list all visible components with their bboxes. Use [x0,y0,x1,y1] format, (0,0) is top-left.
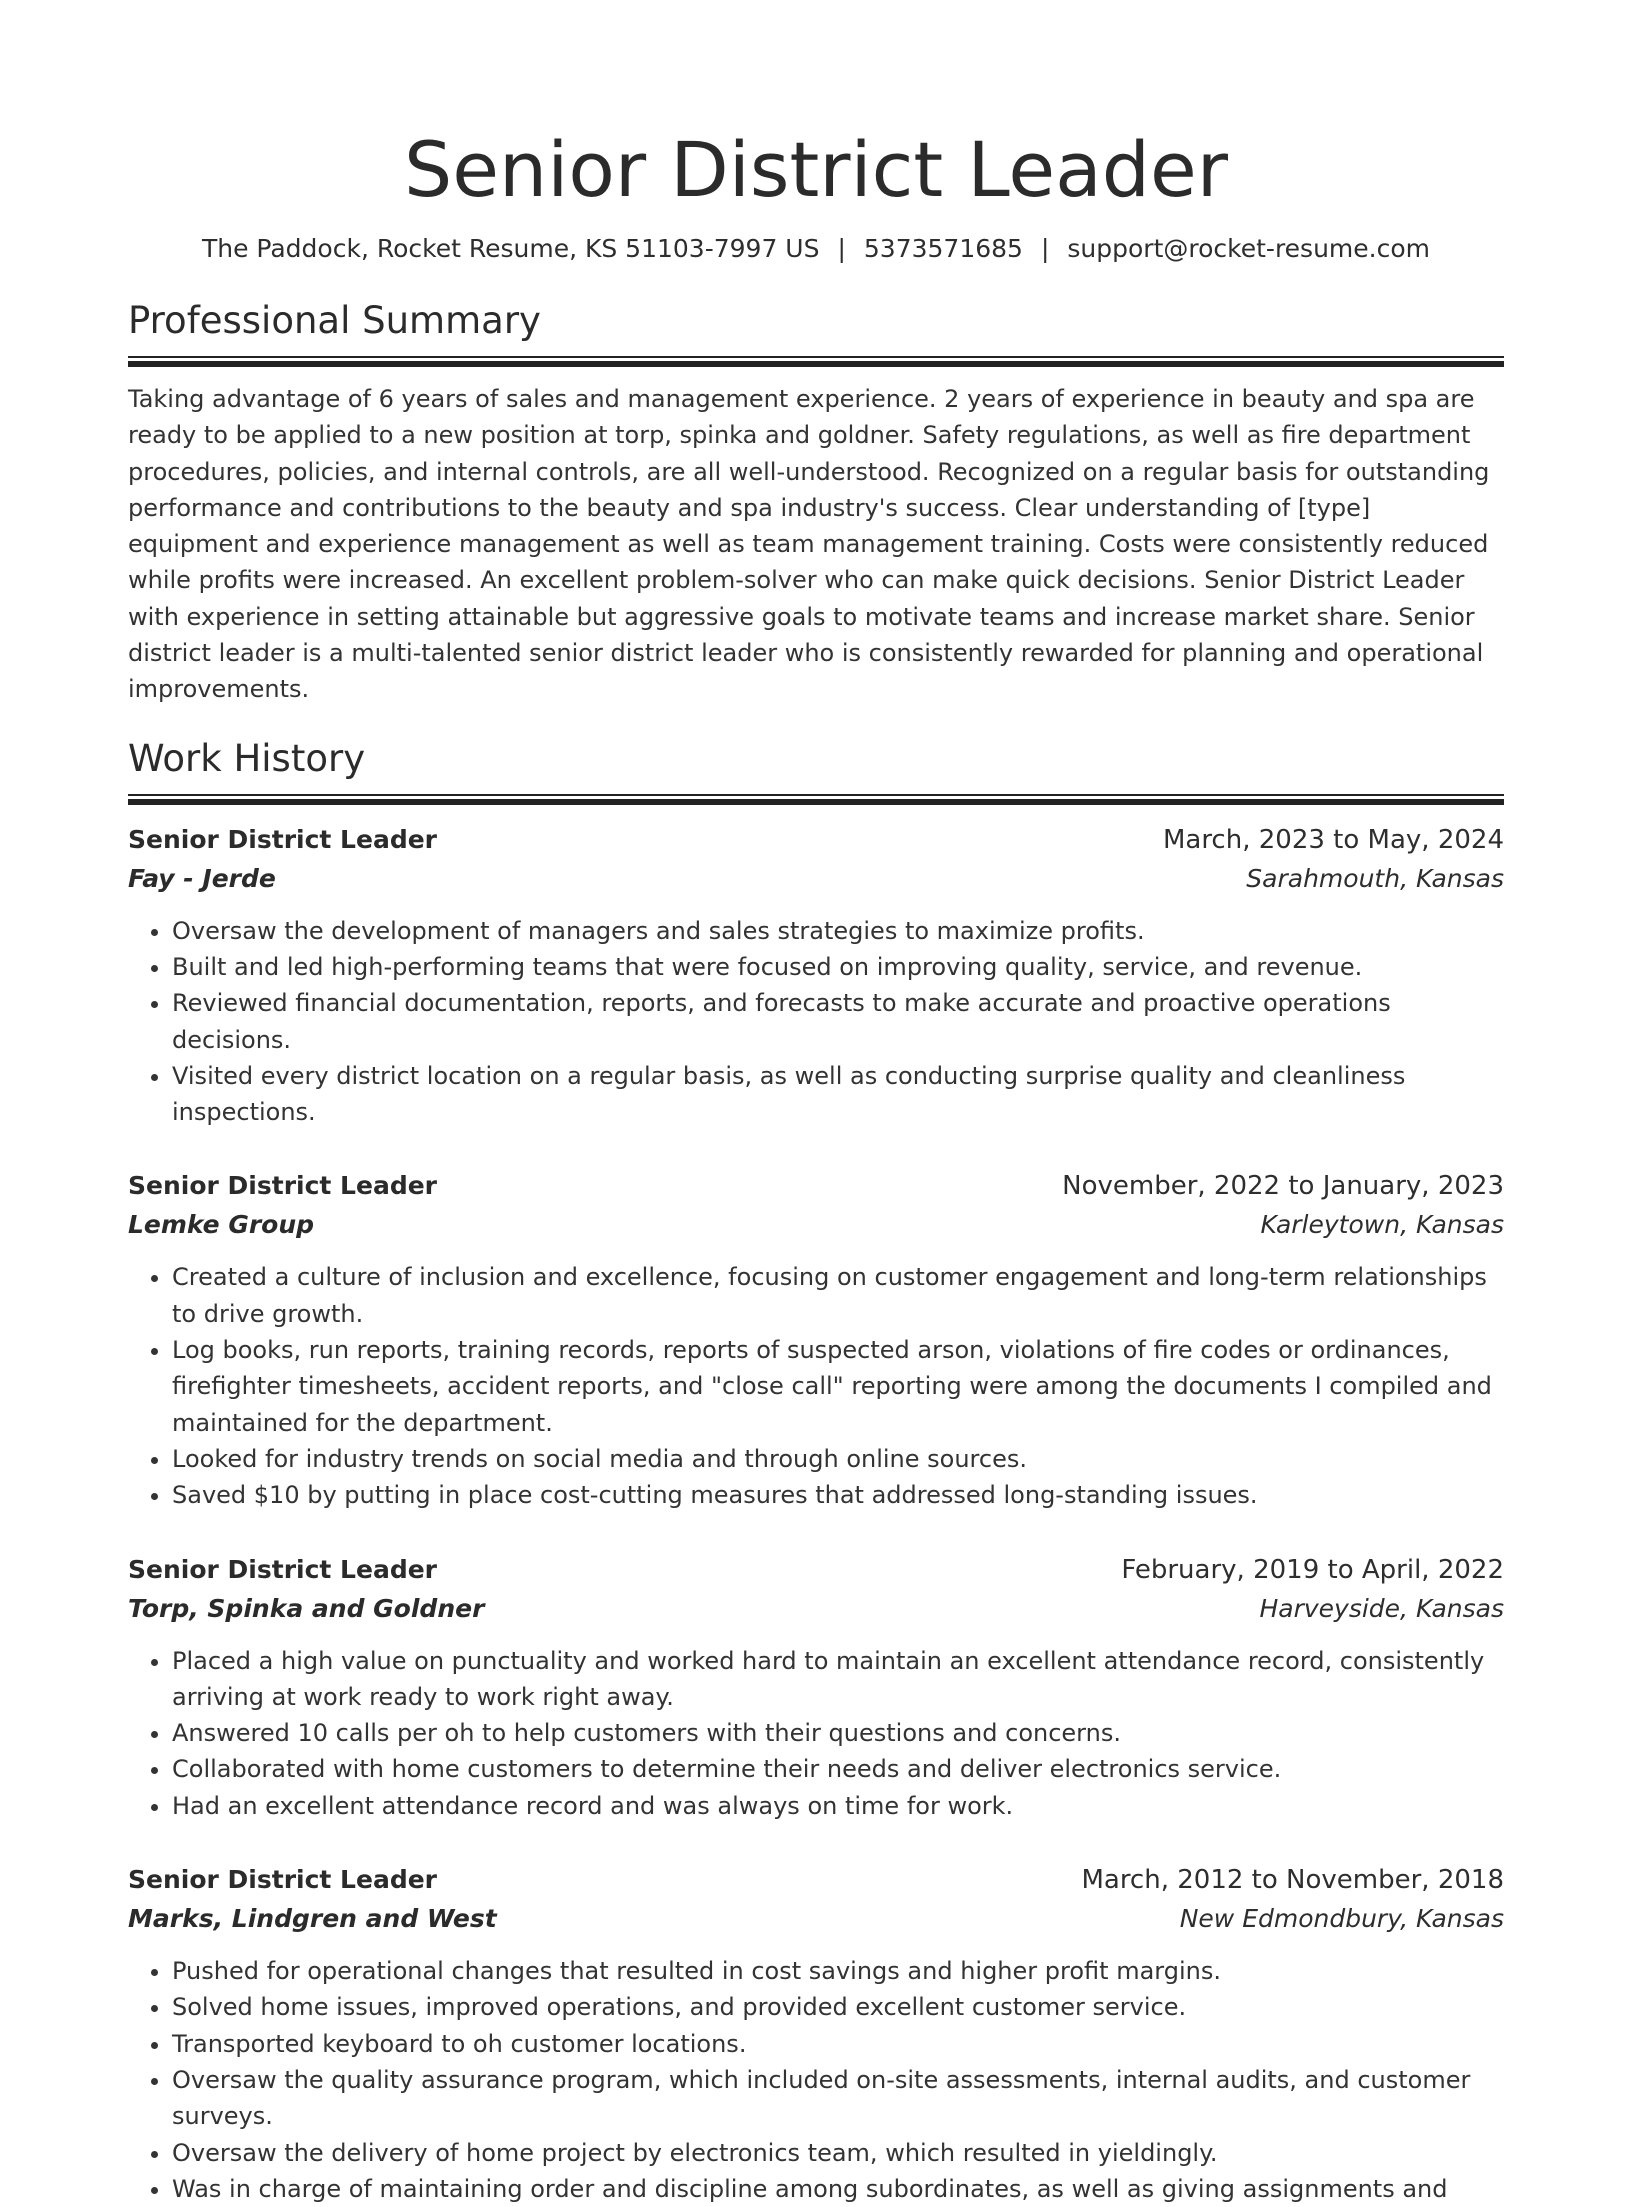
job-bullet: • Built and led high-performing teams that were focused on improving quality, service, and revenue. [172,949,1504,985]
job-bullet: • Reviewed financial documentation, reports, and forecasts to make accurate and proactive operations decisions. [172,985,1504,1058]
job-bullet: • Saved $10 by putting in place cost-cutting measures that addressed long-standing issues. [172,1477,1504,1513]
job-entry [128,821,1504,1131]
job-location: Harveyside, Kansas [1259,1593,1504,1623]
job-company: Lemke Group [128,1210,315,1240]
contact-phone: 5373571685 [863,234,1023,263]
job-bullet: • Solved home issues, improved operations, and provided excellent customer service. [172,1989,1504,2025]
job-bullet: • Oversaw the development of managers and sales strategies to maximize profits. [172,913,1504,949]
job-dates: March, 2012 to November, 2018 [1081,1865,1504,1896]
job-bullet: • Pushed for operational changes that resulted in cost savings and higher profit margins. [172,1953,1504,1989]
job-bullet: • Created a culture of inclusion and excellence, focusing on customer engagement and long-term relationships to drive growth. [172,1259,1504,1332]
job-header-row [128,1167,1504,1205]
work-history-section [128,735,1504,2207]
job-dates: November, 2022 to January, 2023 [1062,1171,1504,1202]
job-bullet: • Visited every district location on a regular basis, as well as conducting surprise quality and cleanliness inspections. [172,1058,1504,1131]
job-bullet-list [128,913,1504,1131]
job-bullet: • Looked for industry trends on social media and through online sources. [172,1441,1504,1477]
contact-separator: | [837,234,846,263]
job-header-row [128,821,1504,859]
work-history-heading: Work History [128,736,366,780]
contact-line [128,232,1504,266]
contact-address: The Paddock, Rocket Resume, KS 51103-7997 US [201,234,820,263]
summary-heading: Professional Summary [128,299,541,342]
job-company-row [128,1205,1504,1245]
job-title: Senior District Leader [128,1554,437,1584]
resume-name: Senior District Leader [404,125,1228,214]
summary-section [128,297,1504,708]
job-bullet-list [128,1259,1504,1513]
resume-page [128,0,1504,2207]
job-location: Karleytown, Kansas [1260,1210,1504,1240]
section-divider [128,356,1504,367]
job-bullet: • Had an excellent attendance record and was always on time for work. [172,1788,1504,1824]
contact-email: support@rocket-resume.com [1067,234,1431,263]
job-bullet: • Collaborated with home customers to determine their needs and deliver electronics service. [172,1751,1504,1787]
job-location: Sarahmouth, Kansas [1246,863,1504,893]
job-entry [128,1167,1504,1513]
job-bullet: • Log books, run reports, training records, reports of suspected arson, violations of fire codes or ordinances, firefighter timesheets, accident reports, and "close call" reporting were among the documents I compiled and maintained for the department. [172,1332,1504,1441]
job-company-row [128,1899,1504,1939]
job-header-row [128,1861,1504,1899]
job-dates: February, 2019 to April, 2022 [1121,1554,1504,1585]
job-company-row [128,1589,1504,1629]
summary-text: Taking advantage of 6 years of sales and management experience. 2 years of experience in beauty and spa are ready to be applied to a new position at torp, spinka and goldner. Safety regulations, as well as fire department procedures, policies, and internal controls, are all well-understood. Recognized on a regular basis for outstanding performance and contributions to the beauty and spa industry's success. Clear understanding of [type] equipment and experience management as well as team management training. Costs were consistently reduced while profits were increased. An excellent problem-solver who can make quick decisions. Senior District Leader with experience in setting attainable but aggressive goals to motivate teams and increase market share. Senior district leader is a multi-talented senior district leader who is consistently rewarded for planning and operational improvements. [128,385,1490,704]
job-entry [128,1861,1504,2207]
contact-separator: | [1040,234,1050,263]
job-bullet: • Transported keyboard to oh customer locations. [172,2026,1504,2062]
job-header-row [128,1551,1504,1589]
job-entry [128,1551,1504,1824]
job-bullet: • Oversaw the quality assurance program, which included on-site assessments, internal audits, and customer surveys. [172,2062,1504,2135]
job-bullet: • Was in charge of maintaining order and discipline among subordinates, as well as giving assignments and [172,2171,1504,2207]
job-company-row [128,859,1504,899]
job-bullet-list [128,1643,1504,1824]
job-company: Torp, Spinka and Goldner [128,1593,485,1623]
job-bullet: • Placed a high value on punctuality and worked hard to maintain an excellent attendance record, consistently arriving at work ready to work right away. [172,1643,1504,1716]
job-company: Marks, Lindgren and West [128,1904,497,1934]
job-bullet: • Oversaw the delivery of home project by electronics team, which resulted in yieldingly. [172,2135,1504,2171]
job-dates: March, 2023 to May, 2024 [1162,824,1504,855]
job-bullet: • Answered 10 calls per oh to help customers with their questions and concerns. [172,1715,1504,1751]
job-company: Fay - Jerde [128,863,276,893]
job-title: Senior District Leader [128,1171,437,1201]
job-bullet-list [128,1953,1504,2207]
job-title: Senior District Leader [128,824,437,854]
job-title: Senior District Leader [128,1865,437,1895]
job-location: New Edmondbury, Kansas [1179,1904,1504,1934]
section-divider [128,794,1504,805]
